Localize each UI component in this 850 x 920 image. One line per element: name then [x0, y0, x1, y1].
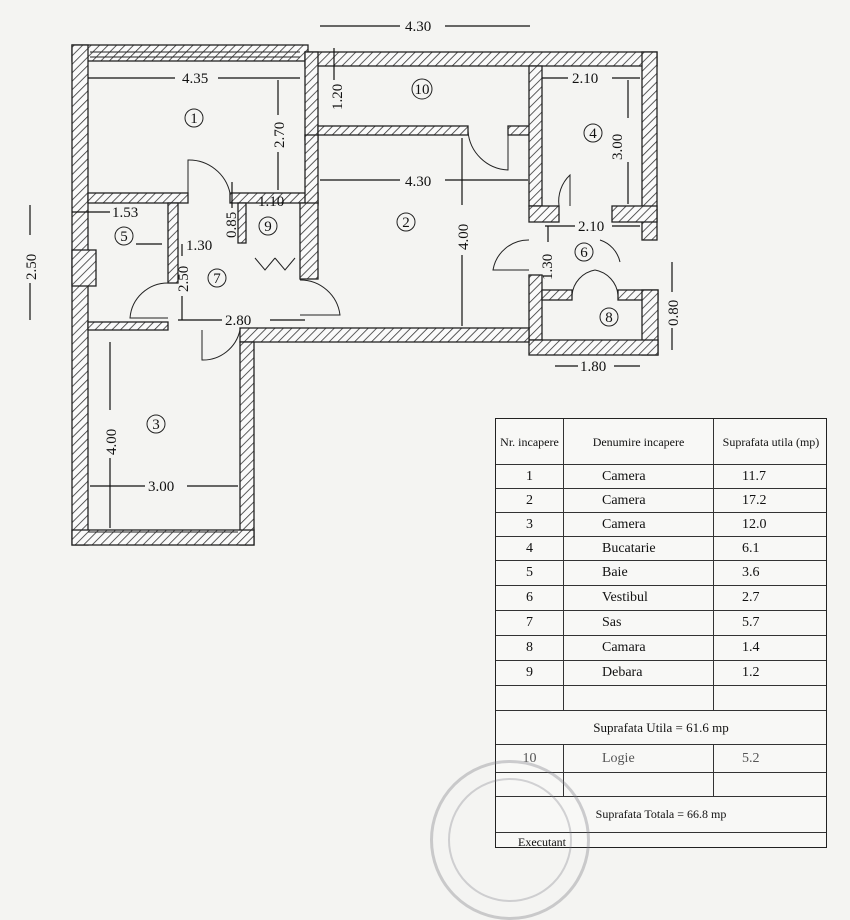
row-nr: 8: [496, 636, 564, 660]
row-nr: 3: [496, 513, 564, 536]
executant-label: Executant: [518, 835, 566, 849]
dim-room1-height: 2.70: [272, 121, 288, 148]
row-name: Debara: [564, 661, 714, 685]
row-nr: 6: [496, 586, 564, 610]
row-name: Camera: [564, 465, 714, 488]
row-nr: 10: [496, 745, 564, 772]
row-name: Camera: [564, 489, 714, 512]
dim-room2-width: 4.30: [405, 174, 432, 190]
row-name: Logie: [564, 745, 714, 772]
dim-vestibule-height: 1.30: [540, 253, 556, 280]
row-area: 1.2: [742, 665, 760, 680]
table-row: [496, 489, 826, 513]
header-area: Suprafata utila (mp): [722, 434, 820, 449]
dim-left-total: 2.50: [24, 253, 40, 280]
dim-storage-width: 1.10: [258, 194, 285, 210]
stamp-seal-inner: [448, 778, 572, 902]
row-nr: 4: [496, 537, 564, 560]
header-name: Denumire incapere: [564, 419, 714, 464]
dim-pantry-width: 1.80: [580, 359, 607, 375]
row-name: Vestibul: [564, 586, 714, 610]
room-marker-5: 5: [120, 229, 128, 245]
table-row: [496, 586, 826, 611]
table-row: [496, 661, 826, 686]
table-row: [496, 561, 826, 586]
row-area: 1.4: [742, 640, 760, 655]
dim-hall-width: 2.80: [225, 313, 252, 329]
row-area: 5.2: [742, 750, 760, 766]
row-nr: 2: [496, 489, 564, 512]
dim-bath-width: 1.53: [112, 205, 139, 221]
row-area: 6.1: [742, 540, 760, 556]
row-area: 5.7: [742, 615, 760, 630]
row-name: Camara: [564, 636, 714, 660]
row-nr: 7: [496, 611, 564, 635]
row-name: Baie: [564, 561, 714, 585]
dim-loggia-depth: 1.20: [330, 83, 346, 110]
header-nr: Nr. incapere: [496, 419, 564, 464]
room-marker-4: 4: [589, 126, 597, 142]
table-row: [496, 636, 826, 661]
room-marker-10: 10: [414, 82, 430, 98]
table-row: [496, 537, 826, 561]
dim-room2-height: 4.00: [456, 223, 472, 250]
dim-storage-height: 0.85: [224, 211, 240, 238]
dim-kitchen-width: 2.10: [572, 71, 599, 87]
dim-bath-height: 1.30: [186, 238, 213, 254]
dim-top-total: 4.30: [405, 19, 432, 35]
dim-room3-width: 3.00: [148, 479, 175, 495]
dim-hall-height: 2.50: [176, 265, 192, 292]
room-marker-9: 9: [264, 219, 272, 235]
dim-room3-height: 4.00: [104, 428, 120, 455]
table-row: [496, 611, 826, 636]
row-area: 11.7: [742, 468, 766, 484]
table-row: [496, 513, 826, 537]
row-nr: 5: [496, 561, 564, 585]
room-marker-3: 3: [152, 417, 160, 433]
row-nr: 9: [496, 661, 564, 685]
total-area: Suprafata Totala = 66.8 mp: [496, 797, 826, 833]
row-area: 3.6: [742, 565, 760, 580]
row-area: 12.0: [742, 516, 767, 532]
table-row-empty: [496, 686, 826, 711]
dim-pantry-height: 0.80: [666, 299, 682, 326]
row-area: 2.7: [742, 590, 760, 605]
room-marker-7: 7: [213, 271, 221, 287]
row-nr: 1: [496, 465, 564, 488]
room-marker-2: 2: [402, 215, 410, 231]
row-name: Bucatarie: [564, 537, 714, 560]
room-marker-8: 8: [605, 310, 613, 326]
dim-vestibule-width: 2.10: [578, 219, 605, 235]
table-row: [496, 465, 826, 489]
row-name: Sas: [564, 611, 714, 635]
table-header: [496, 419, 826, 465]
row-area: 17.2: [742, 492, 767, 508]
room-marker-1: 1: [190, 111, 198, 127]
room-marker-6: 6: [580, 245, 588, 261]
dim-room1-width: 4.35: [182, 71, 209, 87]
useful-area-total: Suprafata Utila = 61.6 mp: [496, 711, 826, 745]
row-name: Camera: [564, 513, 714, 536]
dim-kitchen-height: 3.00: [610, 133, 626, 160]
